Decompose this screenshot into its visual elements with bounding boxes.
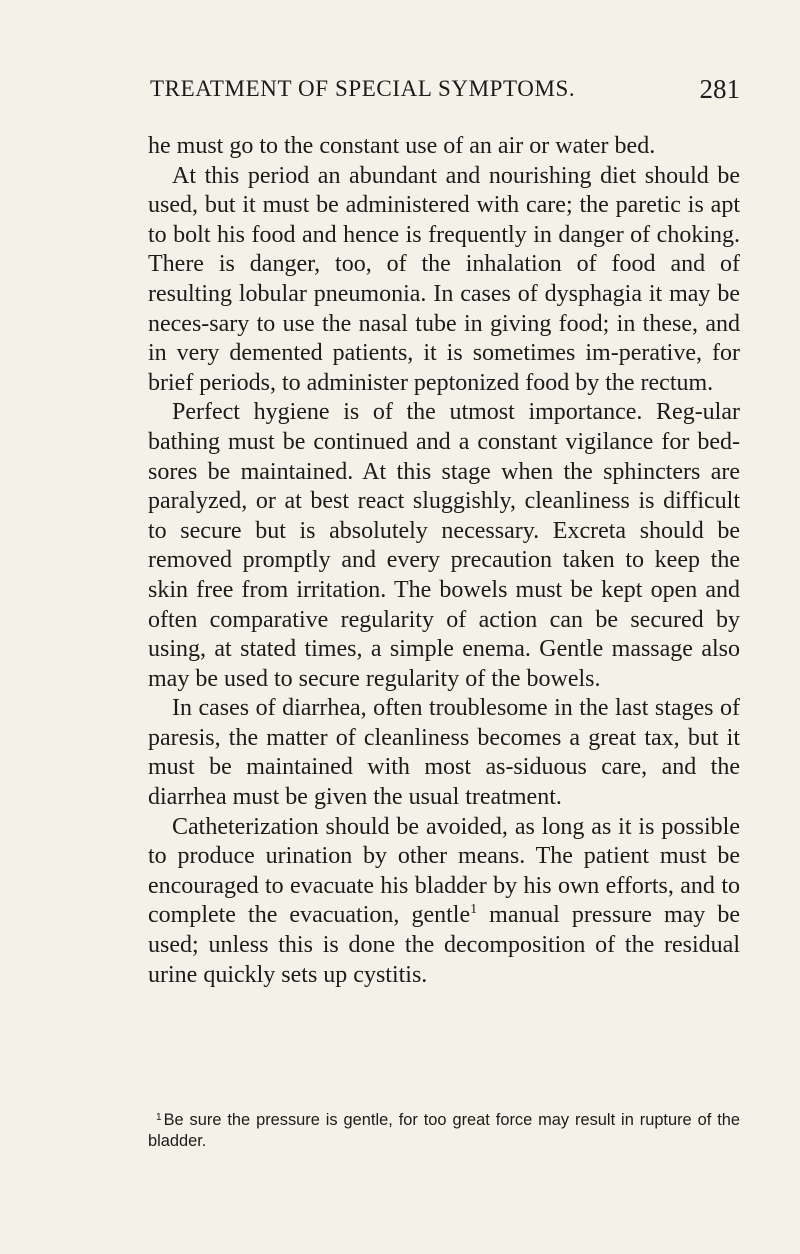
running-head: TREATMENT OF SPECIAL SYMPTOMS. <box>150 76 576 101</box>
catheterization-text-start: Catheterization should be avoided, as long as it is possible to produce urination by other means. The patient must be encouraged to evacuate his bladder by his own efforts, and to complete the evacuation, gentle <box>148 813 740 929</box>
body-text <box>148 132 740 990</box>
footnote-reference: 1 <box>470 902 478 918</box>
footnote-text: Be sure the pressure is gentle, for too great force may result in rupture of the bladder. <box>148 1111 740 1150</box>
footnote-mark: 1 <box>156 1112 162 1123</box>
footnote-paragraph <box>148 1110 740 1151</box>
footnote <box>148 1110 740 1151</box>
page-header <box>150 76 740 110</box>
page-number: 281 <box>699 74 740 104</box>
paragraph-catheterization <box>148 813 740 991</box>
paragraph-diarrhea: In cases of diarrhea, often troublesome in the last stages of paresis, the matter of cleanliness becomes a great tax, but it must be maintained with most as-siduous care, and the diarrhea must be given the usual treatment. <box>148 695 740 811</box>
paragraph-continued: he must go to the constant use of an air or water bed. <box>148 133 656 159</box>
paragraph-diet: At this period an abundant and nourishing diet should be used, but it must be administered with care; the paretic is apt to bolt his food and hence is frequently in danger of choking. There is danger, too, of the inhalation of food and of resulting lobular pneumonia. In cases of dysphagia it may be neces-sary to use the nasal tube in giving food; in these, and in very demented patients, it is sometimes im-perative, for brief periods, to administer peptonized food by the rectum. <box>148 162 740 396</box>
catheterization-text-end: manual pressure may be used; unless this is done the decomposition of the residual urine quickly sets up cystitis. <box>148 902 740 988</box>
paragraph-hygiene: Perfect hygiene is of the utmost importance. Reg-ular bathing must be continued and a constant vigilance for bed-sores be maintained. At this stage when the sphincters are paralyzed, or at best react sluggishly, cleanliness is difficult to secure but is absolutely necessary. Excreta should be removed promptly and every precaution taken to keep the skin free from irritation. The bowels must be kept open and often comparative regularity of action can be secured by using, at stated times, a simple enema. Gentle massage also may be used to secure regularity of the bowels. <box>148 399 740 692</box>
